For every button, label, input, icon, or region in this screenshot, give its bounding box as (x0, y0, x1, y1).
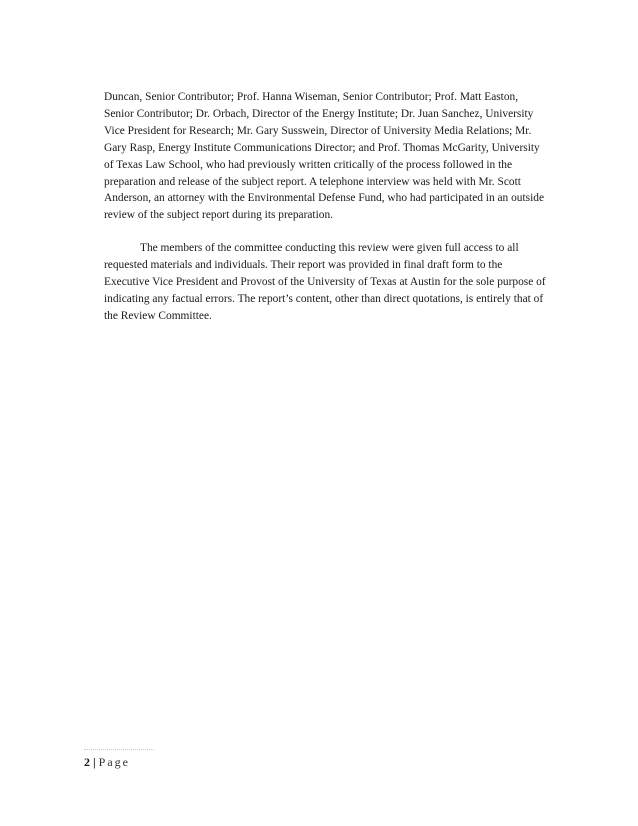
footer-divider (84, 749, 154, 750)
body-paragraph-2: The members of the committee conducting this review were given full access to all requested materials and individuals. Their report was provided in final draft form to the Executive Vice President and Provost of the University of Texas at Austin for the sole purpose of indicating any factual errors. The report’s content, other than direct quotations, is entirely that of the Review Committee. (104, 242, 546, 322)
body-paragraph-1: Duncan, Senior Contributor; Prof. Hanna Wiseman, Senior Contributor; Prof. Matt Easton, Senior Contributor; Dr. Orbach, Director of the Energy Institute; Dr. Juan Sanchez, University Vice President for Research; Mr. Gary Susswein, Director of University Media Relations; Mr. Gary Rasp, Energy Institute Communications Director; and Prof. Thomas McGarity, University of Texas Law School, who had previously written critically of the process followed in the preparation and release of the subject report. A telephone interview was held with Mr. Scott Anderson, an attorney with the Environmental Defense Fund, who had participated in an outside review of the subject report during its preparation. (104, 91, 545, 222)
footer-separator: | (93, 755, 96, 769)
page-number: 2 (84, 755, 90, 769)
page-label: Page (98, 755, 130, 769)
page-footer (84, 755, 130, 769)
